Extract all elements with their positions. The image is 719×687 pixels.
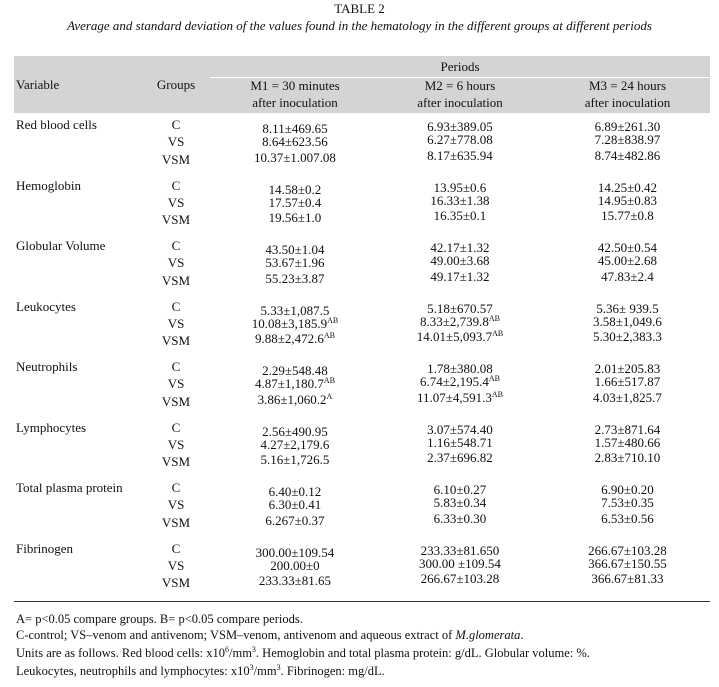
cell-m2 (378, 268, 542, 285)
cell-m1-value: 3.86±1,060.2 (257, 391, 327, 407)
cell-m2-significance: AB (491, 389, 504, 399)
variable-label-value: Red blood cells (16, 117, 97, 132)
cell-m1-value: 17.57±0.4 (268, 194, 322, 210)
cell-m3 (545, 268, 710, 285)
group-label-value: VS (167, 194, 185, 210)
header-m1-line1: M1 = 30 minutes (250, 78, 340, 93)
group-label-value: VS (167, 376, 185, 392)
cell-m1-significance: A (326, 391, 333, 401)
variable-label (16, 540, 73, 557)
cell-m2 (378, 147, 542, 164)
cell-m1-value: 2.56±490.95 (262, 423, 328, 439)
units-text-c: . Hemoglobin and total plasma protein: g/dL. Globular volume: %. (255, 646, 590, 660)
cell-m2-value: 6.10±0.27 (433, 482, 487, 497)
variable-label (16, 358, 77, 375)
group-label (150, 177, 202, 194)
cell-m3-value: 5.30±2,383.3 (593, 329, 662, 345)
variable-label-value: Fibrinogen (16, 540, 74, 556)
cell-m1 (214, 270, 376, 287)
group-label-value: C (171, 419, 181, 435)
header-periods: Periods (440, 59, 480, 74)
cell-m2-value: 8.33±2,739.8 (419, 313, 489, 329)
cell-m3 (545, 147, 710, 164)
cell-m2 (378, 389, 542, 408)
cell-m3-value: 7.28±838.97 (594, 132, 661, 148)
footnote-groups (16, 627, 710, 644)
cell-m3-value: 7.53±0.35 (601, 495, 654, 511)
cell-m3-value: 2.01±205.83 (594, 361, 661, 376)
group-label-value: C (171, 540, 181, 556)
cell-m2 (378, 207, 542, 224)
cell-m1-significance: AB (327, 315, 339, 325)
cell-m3-value: 366.67±81.33 (591, 571, 664, 587)
cell-m2-value: 2.37±696.82 (427, 450, 493, 466)
group-label (150, 393, 202, 410)
cell-m2-value: 16.35±0.1 (433, 208, 487, 224)
group-label (150, 375, 202, 392)
cell-m3 (545, 510, 710, 527)
units2-text-a: Leukocytes, neutrophils and lymphocytes: x10 (16, 664, 250, 678)
cell-m1-value: 300.00±109.54 (255, 544, 335, 560)
cell-m3 (545, 389, 710, 406)
cell-m1 (214, 330, 376, 349)
group-label-value: C (171, 298, 181, 314)
variable-label-value: Neutrophils (16, 359, 78, 374)
cell-m2 (378, 328, 542, 347)
group-label-value: VSM (161, 333, 191, 349)
cell-m2-value: 5.18±670.57 (427, 300, 493, 316)
cell-m1-value: 4.87±1,180.7 (254, 376, 324, 392)
cell-m1-significance: AB (323, 331, 335, 341)
group-label-value: VS (167, 255, 185, 271)
cell-m1-value: 233.33±81.65 (258, 573, 332, 589)
cell-m2 (378, 449, 542, 466)
group-label (150, 358, 202, 375)
units-text-b: /mm (229, 646, 252, 660)
cell-m1 (214, 149, 376, 166)
group-label (150, 254, 202, 271)
cell-m1-value: 2.29±548.48 (262, 363, 328, 378)
units-sup-1: 6 (225, 645, 229, 654)
cell-m1-value: 10.08±3,185.9 (251, 315, 328, 331)
cell-m2 (378, 570, 542, 587)
table-bottom-rule (14, 601, 710, 602)
cell-m3 (545, 328, 710, 345)
cell-m2-significance: AB (488, 313, 500, 323)
group-label (150, 211, 202, 228)
cell-m1-value: 4.27±2,179.6 (260, 436, 330, 452)
cell-m3-value: 2.73±871.64 (594, 421, 661, 437)
cell-m1 (214, 572, 376, 589)
cell-m3-value: 8.74±482.86 (594, 147, 661, 163)
cell-m2-value: 5.83±0.34 (433, 495, 487, 511)
cell-m3 (545, 449, 710, 466)
variable-label (16, 237, 105, 254)
cell-m3-value: 42.50±0.54 (597, 240, 658, 255)
cell-m3-value: 2.83±710.10 (594, 450, 661, 466)
variable-label-value: Leukocytes (16, 298, 76, 314)
group-label-value: VSM (161, 514, 191, 530)
cell-m2-value: 233.33±81.650 (420, 542, 500, 558)
group-label (150, 419, 202, 436)
group-label (150, 436, 202, 453)
group-label (150, 332, 202, 349)
group-label-value: VS (167, 315, 185, 331)
cell-m2-value: 14.01±5,093.7 (416, 329, 493, 345)
variable-label (16, 298, 76, 315)
table-caption: Average and standard deviation of the values found in the hematology in the different groups at different periods (67, 18, 652, 33)
cell-m1-value: 200.00±0 (270, 557, 320, 573)
cell-m3-value: 6.53±0.56 (601, 510, 654, 526)
cell-m1-value: 6.30±0.41 (268, 497, 322, 513)
cell-m1-value: 5.33±1,087.5 (260, 302, 330, 318)
cell-m2-value: 16.33±1.38 (430, 192, 490, 208)
group-label (150, 496, 202, 513)
cell-m1-value: 19.56±1.0 (268, 210, 322, 226)
cell-m2-value: 49.17±1.32 (430, 268, 490, 284)
cell-m2 (378, 510, 542, 527)
cell-m2-value: 6.27±778.08 (427, 132, 493, 148)
group-label (150, 116, 202, 133)
cell-m2-value: 8.17±635.94 (427, 147, 493, 163)
cell-m1-value: 5.16±1,726.5 (260, 452, 330, 468)
header-groups: Groups (156, 77, 196, 92)
cell-m3-value: 47.83±2.4 (601, 268, 654, 284)
units2-text-b: /mm (253, 664, 277, 678)
group-label-value: C (171, 480, 181, 495)
group-label (150, 315, 202, 332)
variable-label (16, 177, 81, 194)
group-label-value: C (171, 359, 181, 374)
cell-m2-value: 266.67±103.28 (420, 571, 500, 587)
cell-m2-value: 300.00 ±109.54 (419, 555, 501, 571)
variable-label-value: Lymphocytes (16, 419, 87, 435)
cell-m3-value: 266.67±103.28 (588, 542, 667, 558)
cell-m3-value: 15.77±0.8 (601, 208, 654, 224)
cell-m3-value: 1.66±517.87 (594, 374, 661, 390)
cell-m2-value: 42.17±1.32 (430, 240, 490, 255)
group-label-value: VSM (161, 575, 191, 591)
group-label (150, 540, 202, 557)
group-label-value: VS (167, 557, 185, 573)
cell-m3-value: 14.95±0.83 (597, 192, 658, 208)
cell-m1-value: 10.37±1.007.08 (254, 149, 336, 165)
footnote-species: M.glomerata (455, 628, 521, 642)
header-m3-line2: after inoculation (584, 95, 671, 110)
cell-m1 (214, 209, 376, 226)
variable-label (16, 116, 97, 133)
variable-label-value: Globular Volume (16, 238, 106, 253)
units2-sup-1: 3 (249, 663, 254, 672)
header-m1-line2: after inoculation (252, 95, 338, 110)
cell-m1-value: 55.23±3.87 (265, 270, 325, 286)
group-label (150, 574, 202, 591)
cell-m2-value: 13.95±0.6 (433, 179, 487, 195)
variable-label (16, 419, 86, 436)
cell-m2-value: 6.33±0.30 (433, 510, 487, 526)
cell-m3-value: 45.00±2.68 (597, 253, 658, 269)
group-label-value: VSM (161, 212, 191, 228)
group-label (150, 194, 202, 211)
cell-m2-value: 6.93±389.05 (427, 119, 493, 134)
units-sup-2: 3 (251, 645, 256, 654)
cell-m1-value: 43.50±1.04 (265, 242, 325, 257)
group-label (150, 133, 202, 150)
cell-m3-value: 5.36± 939.5 (596, 300, 659, 316)
cell-m3-value: 6.90±0.20 (601, 482, 654, 497)
footnote-significance: A= p<0.05 compare groups. B= p<0.05 compare periods. (16, 612, 303, 626)
group-label-value: VS (167, 134, 185, 150)
variable-label (16, 479, 123, 496)
cell-m1 (214, 391, 376, 410)
group-label (150, 479, 202, 496)
cell-m1 (214, 451, 376, 468)
header-m3-line1: M3 = 24 hours (588, 78, 667, 93)
cell-m3-value: 1.57±480.66 (594, 434, 661, 450)
cell-m1 (214, 512, 376, 529)
cell-m2-value: 3.07±574.40 (427, 421, 493, 437)
cell-m2-value: 6.74±2,195.4 (419, 374, 489, 390)
cell-m2-value: 49.00±3.68 (430, 253, 490, 269)
cell-m3 (545, 570, 710, 587)
cell-m1-value: 53.67±1.96 (265, 255, 325, 271)
header-m2-line1: M2 = 6 hours (424, 78, 496, 93)
group-label-value: VSM (161, 393, 191, 409)
cell-m1-value: 8.11±469.65 (262, 121, 328, 136)
footnote-units (16, 645, 710, 663)
footnote-groups-text: C-control; VS–venom and antivenom; VSM–venom, antivenom and aqueous extract of (16, 628, 456, 642)
cell-m2-significance: AB (492, 329, 504, 339)
cell-m1-value: 8.64±623.56 (262, 134, 328, 150)
table-title: TABLE 2 (334, 1, 385, 16)
group-label-value: VSM (161, 272, 191, 288)
cell-m1-value: 9.88±2,472.6 (254, 331, 324, 347)
group-label-value: C (171, 117, 181, 132)
cell-m1-value: 6.267±0.37 (265, 512, 325, 528)
units2-sup-2: 3 (276, 663, 281, 672)
units2-text-c: . Fibrinogen: mg/dL. (280, 664, 385, 678)
cell-m1-value: 6.40±0.12 (268, 484, 322, 499)
cell-m3-value: 366.67±150.55 (588, 555, 667, 571)
cell-m3-value: 3.58±1,049.6 (593, 313, 662, 329)
group-label-value: C (171, 177, 181, 193)
group-label (150, 298, 202, 315)
group-label (150, 237, 202, 254)
cell-m3-value: 6.89±261.30 (594, 119, 661, 134)
group-label-value: VS (167, 497, 185, 513)
cell-m2-value: 1.16±548.71 (427, 434, 493, 450)
cell-m3 (545, 207, 710, 224)
cell-m2-value: 11.07±4,591.3 (416, 389, 492, 405)
group-label (150, 453, 202, 470)
group-label-value: VSM (161, 151, 191, 167)
footnote-groups-end: . (520, 628, 524, 642)
group-label-value: C (171, 238, 181, 253)
variable-label-value: Hemoglobin (16, 177, 81, 193)
cell-m1-value: 14.58±0.2 (268, 181, 322, 197)
header-variable: Variable (16, 77, 60, 92)
footnote-units-2 (16, 663, 710, 681)
units-text-a: Units are as follows. Red blood cells: x10 (16, 646, 225, 660)
cell-m3-value: 4.03±1,825.7 (593, 389, 662, 405)
group-label-value: VS (167, 436, 185, 452)
group-label (150, 272, 202, 289)
group-label (150, 514, 202, 531)
cell-m3-value: 14.25±0.42 (597, 179, 658, 195)
group-label (150, 557, 202, 574)
variable-label-value: Total plasma protein (16, 480, 123, 495)
header-m2-line2: after inoculation (417, 95, 503, 110)
group-label (150, 151, 202, 168)
cell-m2-value: 1.78±380.08 (427, 361, 493, 376)
cell-m1-significance: AB (323, 376, 335, 386)
cell-m2-significance: AB (488, 374, 500, 384)
group-label-value: VSM (161, 454, 191, 470)
